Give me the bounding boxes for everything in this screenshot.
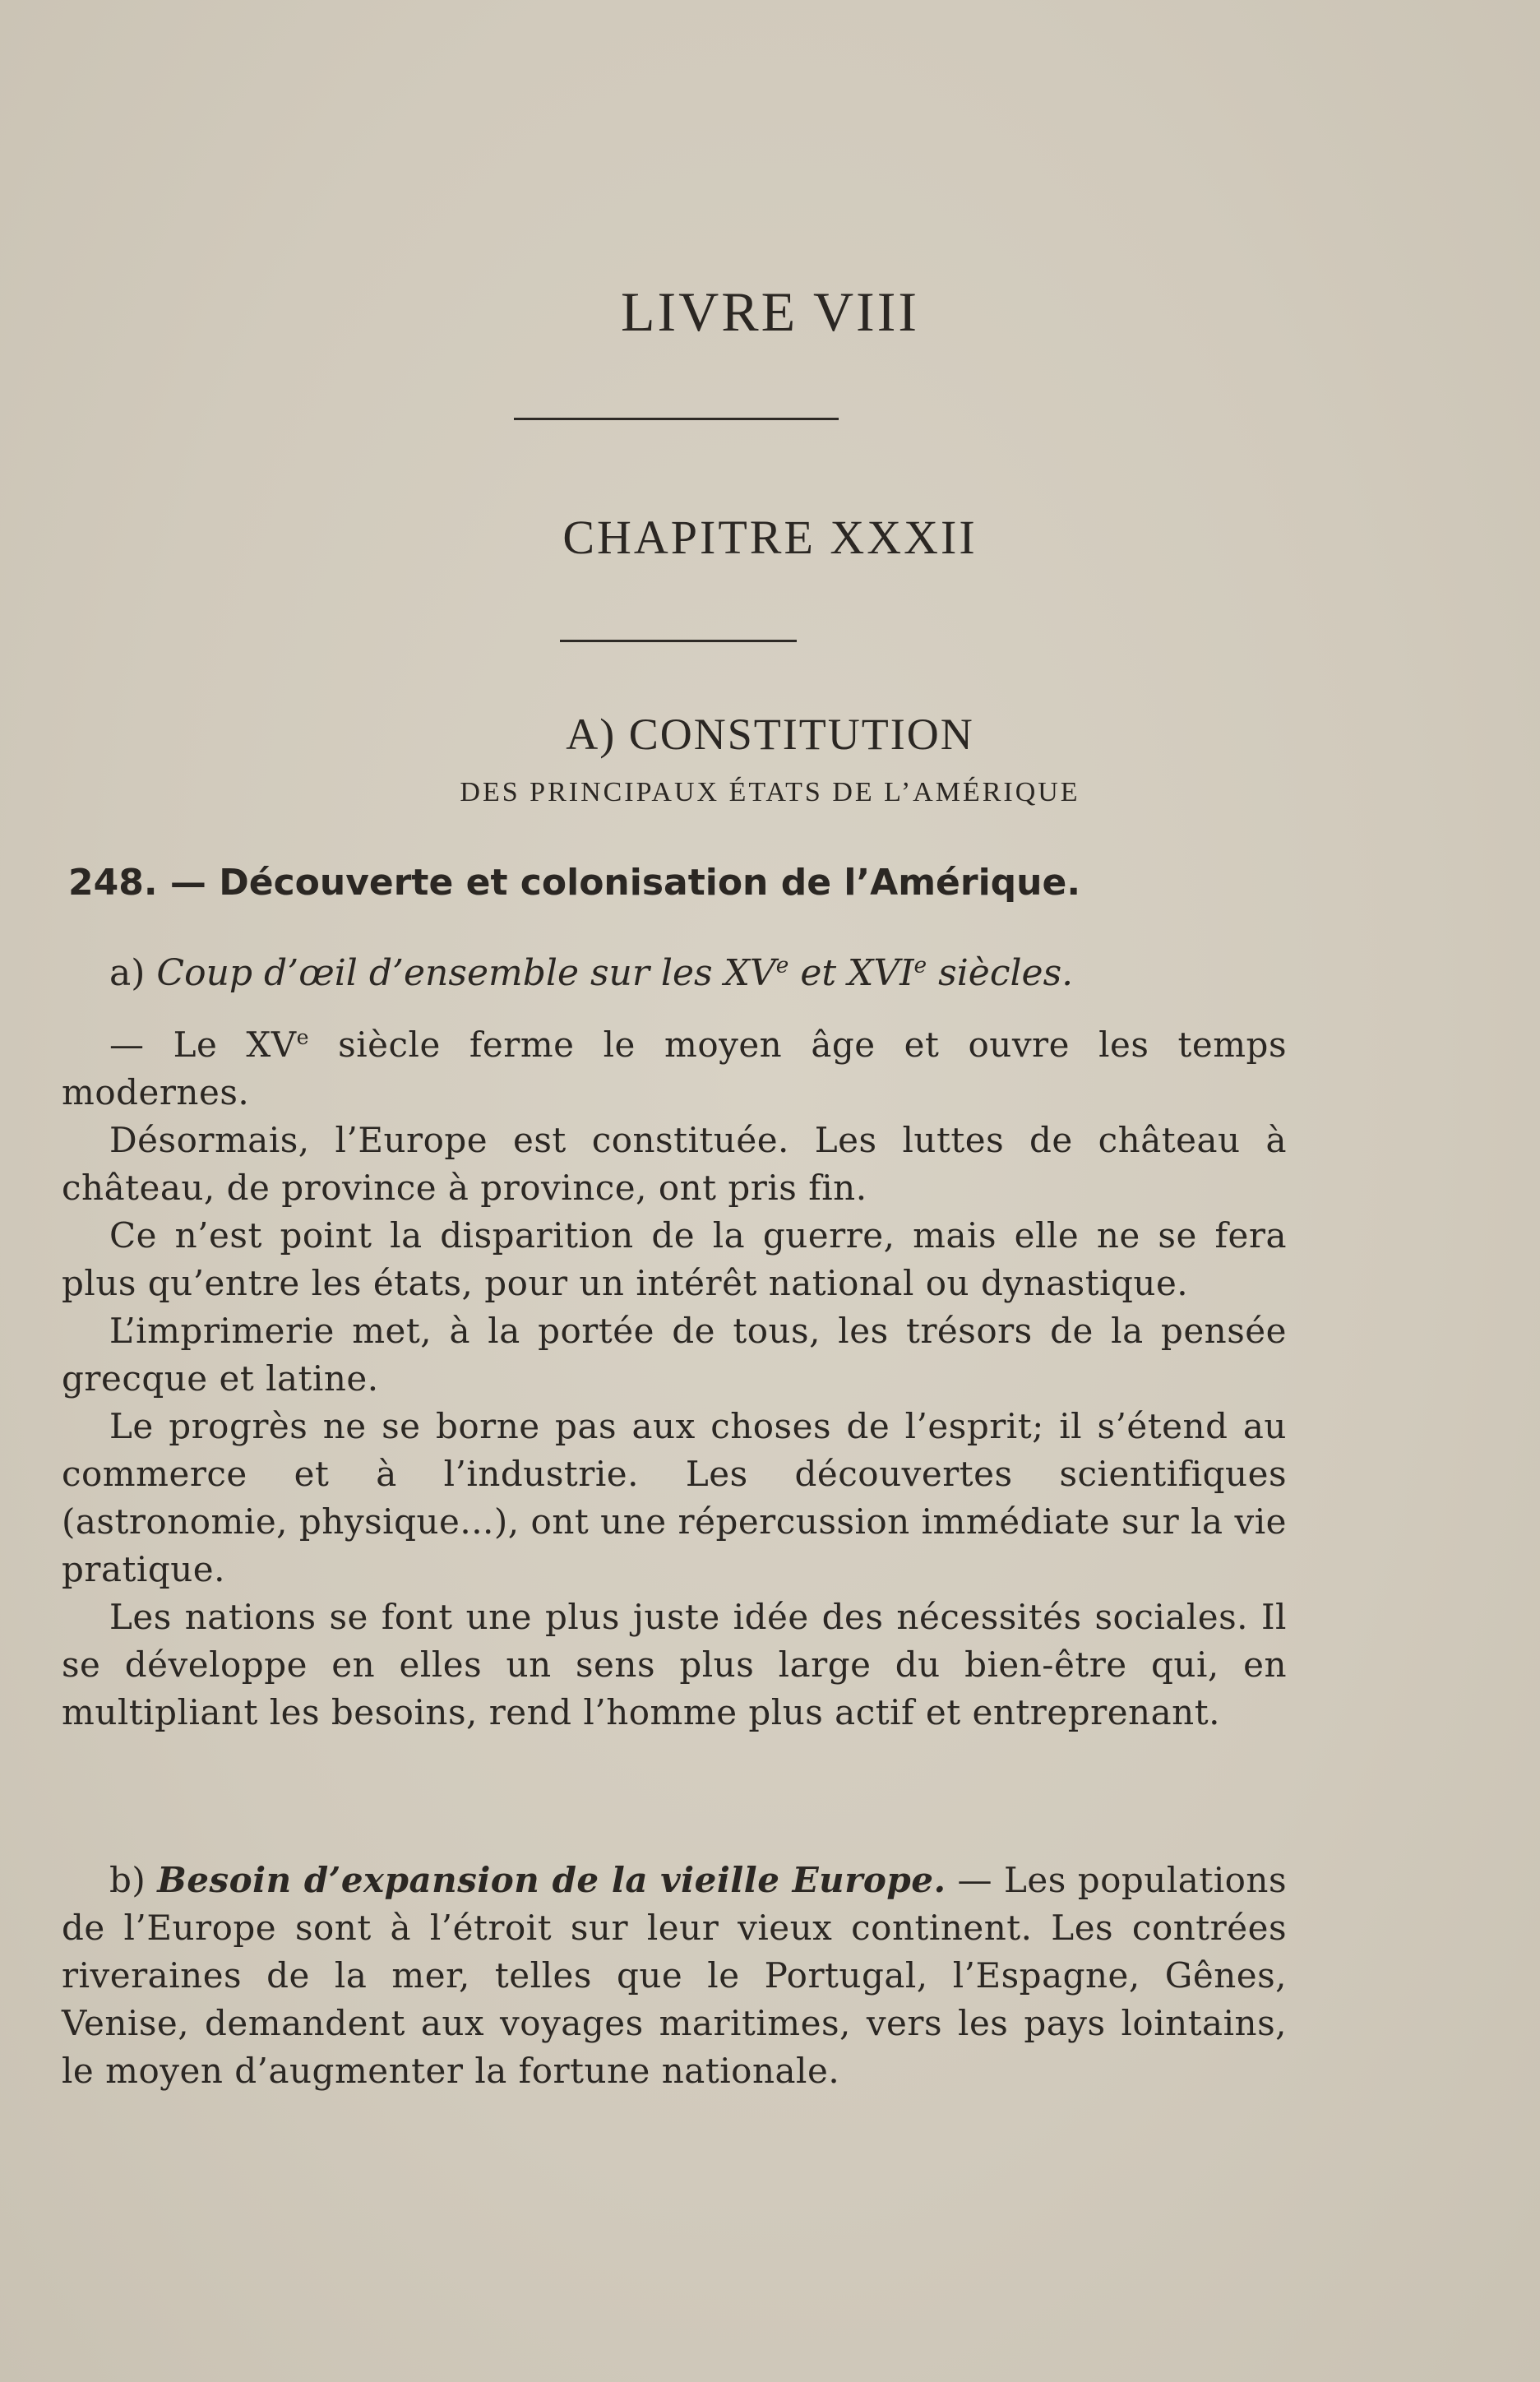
subsection-b-title: Besoin d’expansion de la vieille Europe. <box>157 1860 946 1900</box>
paragraph: Désormais, l’Europe est constituée. Les luttes de château à château, de province à province, ont pris fin. <box>62 1120 1287 1208</box>
subsection-b-label: b) <box>109 1860 158 1900</box>
paragraph: Le progrès ne se borne pas aux choses de l’esprit; il s’étend au commerce et à l’industrie. Les découvertes scientifiques (astronomie, physique...), ont une répercussion immédiate sur la vie pratique. <box>62 1406 1287 1589</box>
paragraph: L’imprimerie met, à la portée de tous, les trésors de la pensée grecque et latine. <box>62 1311 1287 1399</box>
subsection-a-title: Coup d’œil d’ensemble sur les XVe et XVIe siècles. <box>156 952 1074 994</box>
book-number-title: LIVRE VIII <box>621 280 919 343</box>
article-heading: 248. — Découverte et colonisation de l’Amérique. <box>68 862 1081 904</box>
chapter-title: CHAPITRE XXXII <box>562 511 978 564</box>
chapter-divider <box>560 640 797 642</box>
paragraph: Les nations se font une plus juste idée des nécessités sociales. Il se développe en elles un sens plus large du bien-être qui, en multipliant les besoins, rend l’homme plus actif et entreprenant. <box>62 1597 1287 1732</box>
subsection-b-text: — Les populations de l’Europe sont à l’étroit sur leur vieux continent. Les contrées riveraines de la mer, telles que le Portugal, l’Espagne, Gênes, Venise, demandent aux voyages maritimes, vers les pays lointains, le moyen d’augmenter la fortune nationale. <box>62 1860 1288 2091</box>
paragraph: Ce n’est point la disparition de la guerre, mais elle ne se fera plus qu’entre les états, pour un intérêt national ou dynastique. <box>62 1215 1287 1303</box>
subsection-a-label: a) <box>109 952 146 994</box>
subsection-b-paragraph <box>62 1857 1287 2095</box>
title-divider <box>514 418 839 420</box>
section-subtitle: DES PRINCIPAUX ÉTATS DE L’AMÉRIQUE <box>460 777 1080 807</box>
subsection-a-heading <box>109 952 1287 994</box>
section-title: A) CONSTITUTION <box>566 710 974 759</box>
body-text <box>62 1021 1287 1737</box>
paragraph: — Le XVe siècle ferme le moyen âge et ouvre les temps modernes. <box>62 1024 1287 1112</box>
